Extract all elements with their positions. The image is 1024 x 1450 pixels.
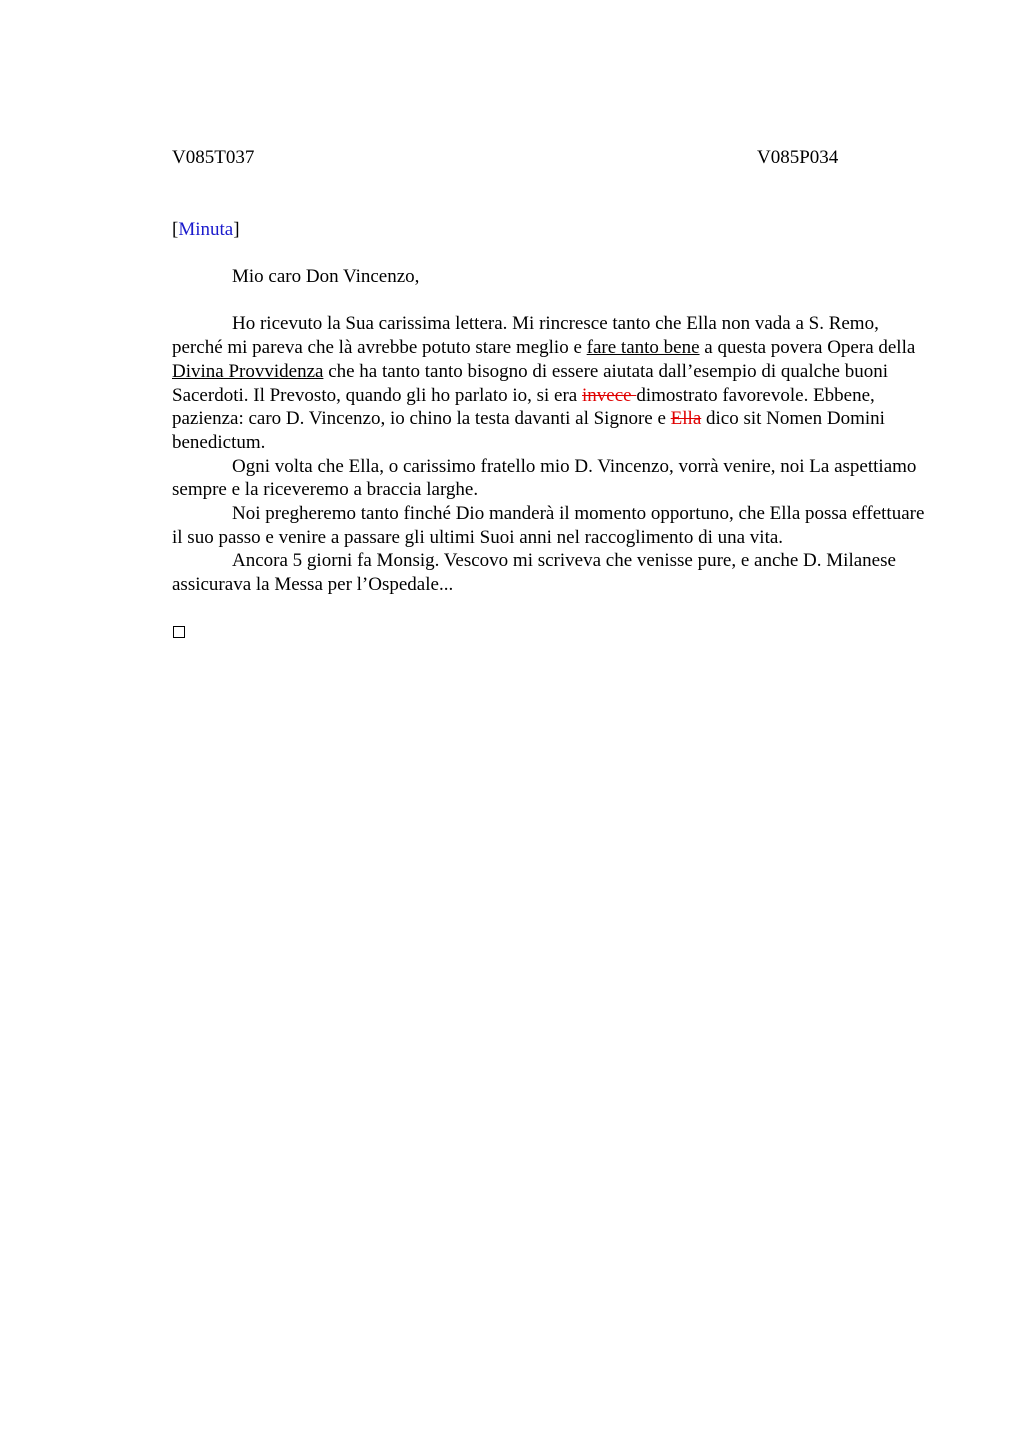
paragraph-1-text-a: Ho ricevuto la Sua carissima lettera. Mi rincresce tanto che Ella non vada a S. Remo, perché mi pareva che là avrebbe potuto stare meglio e xyxy=(172,313,879,359)
document-type-label xyxy=(172,218,240,242)
bracket-open: [ xyxy=(172,219,179,240)
letter-body xyxy=(172,265,932,597)
document-type-note: Minuta xyxy=(178,219,234,240)
deleted-word-1: invece xyxy=(582,384,637,406)
document-code-left: V085T037 xyxy=(172,147,255,168)
paragraph-1-text-d: dimostrato favorevole. Ebbene, pazienza: caro D. Vincenzo, io chino la testa davanti al Signore e xyxy=(172,384,875,430)
deleted-word-2: Ella xyxy=(670,408,702,430)
underlined-phrase-2: Divina Provvidenza xyxy=(172,360,324,382)
paragraph-1-text-e: dico sit Nomen Domini benedictum. xyxy=(172,408,885,453)
square-outline-icon xyxy=(173,626,185,638)
document-code-right: V085P034 xyxy=(757,147,839,168)
letter-paragraph-4: Ancora 5 giorni fa Monsig. Vescovo mi scriveva che venisse pure, e anche D. Milanese assicurava la Messa per l’Ospedale... xyxy=(172,550,896,596)
letter-paragraph-3: Noi pregheremo tanto finché Dio manderà il momento opportuno, che Ella possa effettuare il suo passo e venire a passare gli ultimi Suoi anni nel raccoglimento di una vita. xyxy=(172,503,925,548)
letter-paragraph-2: Ogni volta che Ella, o carissimo fratello mio D. Vincenzo, vorrà venire, noi La aspettiamo sempre e la riceveremo a braccia larghe. xyxy=(172,455,917,501)
paragraph-1-text-c: che ha tanto tanto bisogno di essere aiutata dall’esempio di qualche buoni Sacerdoti. Il Prevosto, quando gli ho parlato io, si era xyxy=(172,360,888,406)
paragraph-1-text-b: a questa povera Opera della xyxy=(699,337,916,359)
letter-paragraph-1 xyxy=(172,312,932,454)
letter-salutation: Mio caro Don Vincenzo, xyxy=(232,266,420,287)
underlined-phrase-1: fare tanto bene xyxy=(586,337,700,359)
bracket-close: ] xyxy=(233,219,240,240)
